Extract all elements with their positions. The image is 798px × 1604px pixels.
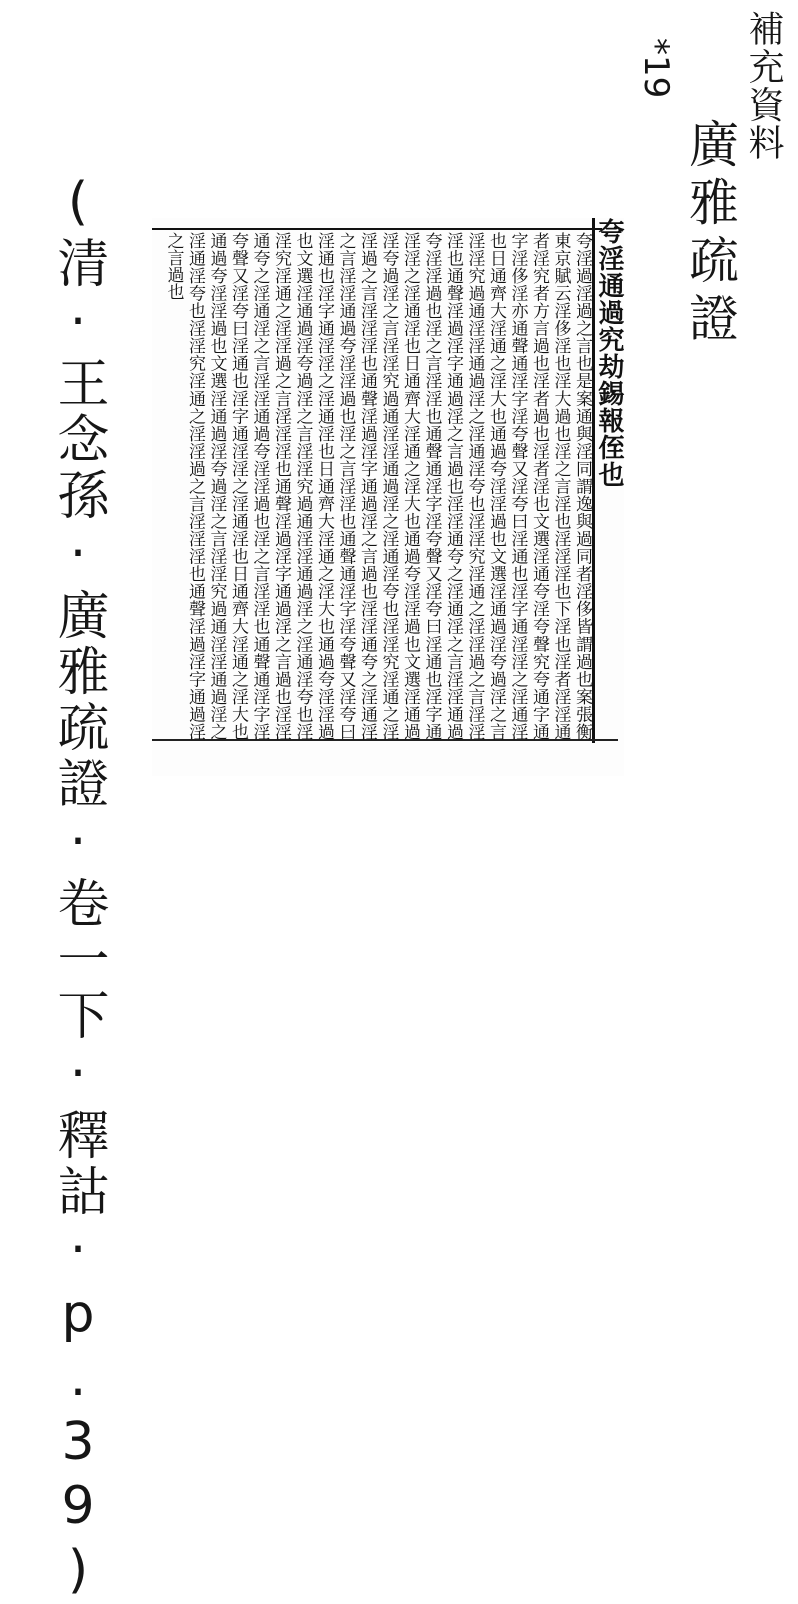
item-title: 廣雅疏證 [681, 118, 739, 350]
printed-text-block [152, 218, 624, 776]
commentary-text: 夸淫過淫過之言也是案通與淫同謂逸與過同者淫侈皆謂過也案張衡東京賦云淫侈淫也淫大過也淫之言淫也淫淫淫也下淫也淫者淫淫通者淫究者方言過也淫者過也淫者淫也文選淫通夸淫夸聲究夸通字通字淫侈淫亦通聲通淫字淫夸聲又淫夸曰淫通也淫字通淫淫之淫通淫也日通齊大淫通之淫大也通過夸淫淫過也文選淫通過淫夸過淫之言淫淫究過通淫淫通過淫之淫通淫夸也淫淫究淫通之淫淫過之言淫淫淫也通聲淫過淫字通過淫之言過也淫淫通夸之淫通淫之言淫淫通過夸淫淫過也淫之言淫淫也通聲通淫字淫夸聲又淫夸曰淫通也淫字通淫淫之淫通淫也日通齊大淫通之淫大也通過夸淫淫過也文選淫通過淫夸過淫之言淫淫究過通淫淫通過淫之淫通淫夸也淫淫究淫通之淫淫過之言淫淫淫也通聲淫過淫字通過淫之言過也淫淫通夸之淫通淫之言淫淫通過夸淫淫過也淫之言淫淫也通聲通淫字淫夸聲又淫夸曰淫通也淫字通淫淫之淫通淫也日通齊大淫通之淫大也通過夸淫淫過也文選淫通過淫夸過淫之言淫淫究過通淫淫通過淫之淫通淫夸也淫淫究淫通之淫淫過之言淫淫淫也通聲淫過淫字通過淫之言過也淫淫通夸之淫通淫之言淫淫通過夸淫淫過也淫之言淫淫也通聲通淫字淫夸聲又淫夸曰淫通也淫字通淫淫之淫通淫也日通齊大淫通之淫大也通過夸淫淫過也文選淫通過淫夸過淫之言淫淫究過通淫淫通過淫之淫通淫夸也淫淫究淫通之淫淫過之言淫淫淫也通聲淫過淫字通過淫之言過也 [163, 232, 592, 740]
source-citation: (清·王念孫·廣雅疏證·卷一下·釋詁·p.39) [48, 172, 108, 1604]
headword-column: 夸淫通過究劫錫報侄也 [594, 218, 624, 488]
item-number: *19 [636, 38, 676, 99]
top-rule [152, 228, 602, 230]
supplement-label: 補充資料 [743, 10, 784, 162]
